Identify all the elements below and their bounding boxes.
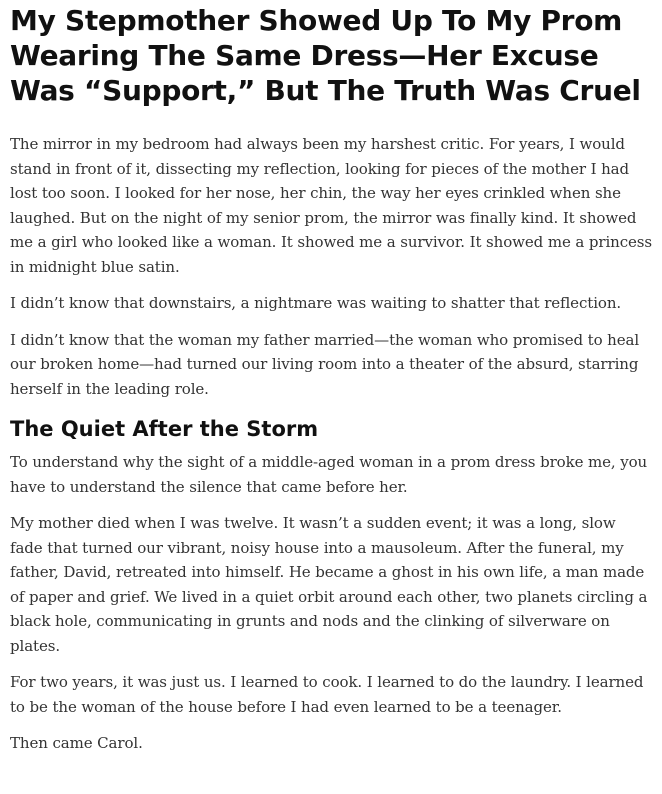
article-paragraph: My mother died when I was twelve. It wasn’t a sudden event; it was a long, slow fade that turned our vibrant, noisy house into a mausoleum. After the funeral, my father, David, retreated into himself. He became a ghost in his own life, a man made of paper and grief. We lived in a quiet orbit around each other, two planets circling a black hole, communicating in grunts and nods and the clinking of silverware on plates.: [10, 514, 648, 655]
article-paragraph: For two years, it was just us. I learned to cook. I learned to do the laundry. I learned to be the woman of the house before I had even learned to be a teenager.: [10, 673, 644, 716]
section-heading: The Quiet After the Storm: [10, 417, 319, 441]
article-paragraph: To understand why the sight of a middle-aged woman in a prom dress broke me, you have to understand the silence that came before her.: [10, 453, 648, 496]
article-paragraph: The mirror in my bedroom had always been my harshest critic. For years, I would stand in front of it, dissecting my reflection, looking for pieces of the mother I had lost too soon. I looked for her nose, her chin, the way her eyes crinkled when she laughed. But on the night of my senior prom, the mirror was finally kind. It showed me a girl who looked like a woman. It showed me a survivor. It showed me a princess in midnight blue satin.: [10, 135, 653, 276]
article-paragraph: Then came Carol.: [10, 734, 143, 752]
article-paragraph: I didn’t know that downstairs, a nightmare was waiting to shatter that reflection.: [10, 294, 622, 312]
article-title: My Stepmother Showed Up To My Prom Wearing The Same Dress—Her Excuse Was “Support,” But The Truth Was Cruel: [10, 4, 641, 107]
article-paragraph: I didn’t know that the woman my father married—the woman who promised to heal our broken home—had turned our living room into a theater of the absurd, starring herself in the leading role.: [10, 330, 640, 398]
